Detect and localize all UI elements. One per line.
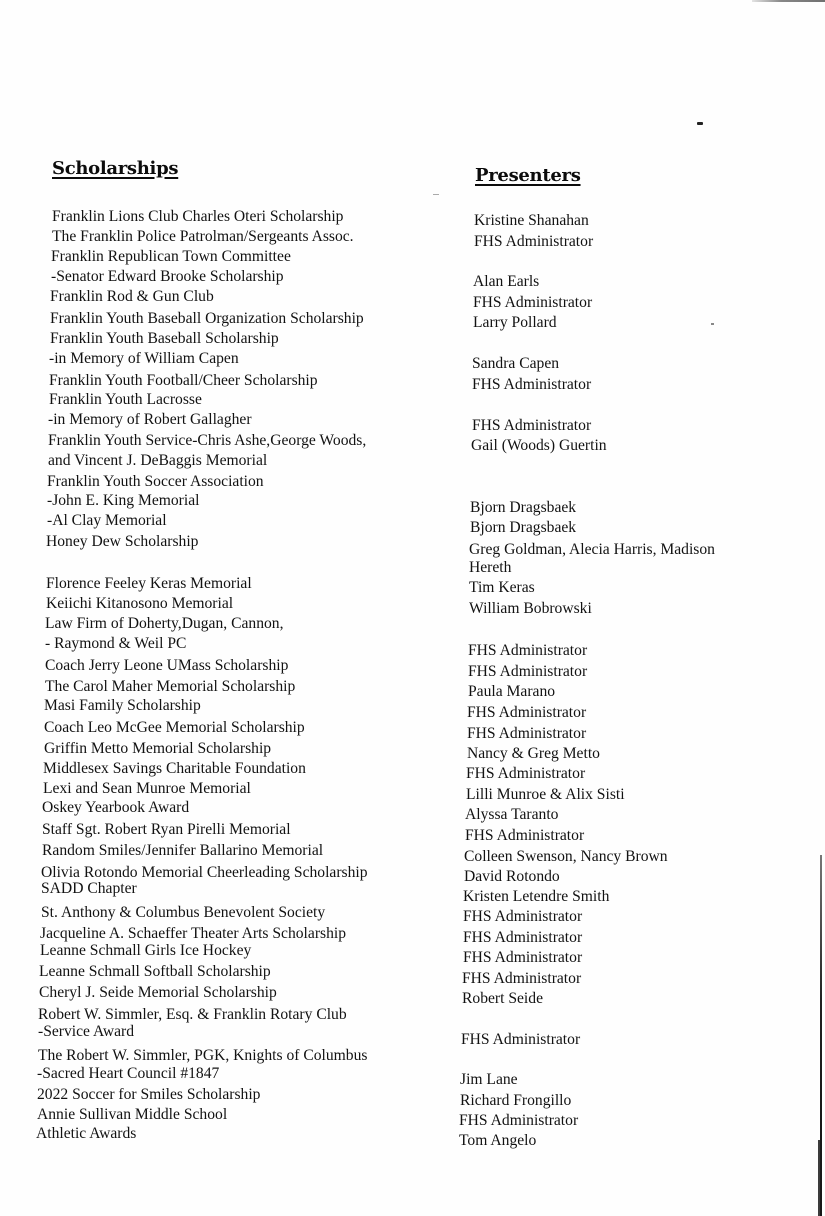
presenter-item: Tom Angelo [459, 1132, 537, 1149]
scholarships-heading: Scholarships [52, 158, 179, 179]
presenters-heading: Presenters [475, 165, 581, 186]
presenter-item: Lilli Munroe & Alix Sisti [466, 786, 625, 803]
presenter-item: FHS Administrator [472, 417, 592, 434]
scholarship-item: Honey Dew Scholarship [46, 533, 199, 550]
presenter-item: Kristine Shanahan [474, 212, 589, 229]
presenter-item: Kristen Letendre Smith [463, 888, 610, 905]
presenter-item: William Bobrowski [469, 600, 592, 617]
scholarship-item: St. Anthony & Columbus Benevolent Society [41, 904, 326, 921]
presenter-item: Jim Lane [460, 1071, 518, 1088]
presenter-item: Alyssa Taranto [465, 806, 559, 823]
presenter-item: FHS Administrator [474, 233, 594, 250]
presenter-item: FHS Administrator [463, 949, 583, 966]
presenter-item: Larry Pollard [473, 314, 557, 331]
scholarship-item: Franklin Youth Service-Chris Ashe,George Woods, [48, 432, 367, 449]
scholarship-item: Franklin Youth Football/Cheer Scholarship [49, 372, 318, 389]
scholarship-item: SADD Chapter [41, 880, 137, 897]
scholarship-item: The Robert W. Simmler, PGK, Knights of Columbus [38, 1047, 368, 1064]
scholarship-item: -Sacred Heart Council #1847 [37, 1065, 220, 1082]
scholarship-item: Staff Sgt. Robert Ryan Pirelli Memorial [42, 821, 291, 838]
presenter-item: Hereth [469, 559, 512, 576]
scholarship-item: - Raymond & Weil PC [45, 635, 187, 652]
presenter-item: FHS Administrator [463, 908, 583, 925]
scholarship-item: Leanne Schmall Softball Scholarship [39, 963, 271, 980]
presenter-item: FHS Administrator [461, 1031, 581, 1048]
scholarship-item: -Senator Edward Brooke Scholarship [51, 268, 284, 285]
scholarship-item: Franklin Republican Town Committee [51, 248, 291, 265]
presenter-item: FHS Administrator [467, 704, 587, 721]
scan-artifact-right-edge-shadow [818, 1140, 822, 1216]
scholarship-item: Leanne Schmall Girls Ice Hockey [40, 942, 252, 959]
scholarship-item: Masi Family Scholarship [44, 697, 201, 714]
presenter-item: FHS Administrator [459, 1112, 579, 1129]
presenter-item: Bjorn Dragsbaek [470, 519, 577, 536]
scholarship-item: Franklin Youth Baseball Organization Scholarship [50, 310, 364, 327]
scholarship-item: -Service Award [38, 1023, 134, 1040]
presenter-item: Robert Seide [462, 990, 543, 1007]
presenter-item: FHS Administrator [465, 827, 585, 844]
scholarship-item: Florence Feeley Keras Memorial [46, 575, 252, 592]
scholarship-item: Keiichi Kitanosono Memorial [46, 595, 234, 612]
scholarship-item: The Carol Maher Memorial Scholarship [45, 678, 296, 695]
presenter-item: Sandra Capen [472, 355, 560, 372]
presenter-item: David Rotondo [464, 868, 560, 885]
presenter-item: FHS Administrator [466, 765, 586, 782]
scholarship-item: 2022 Soccer for Smiles Scholarship [37, 1086, 261, 1103]
scholarship-item: Franklin Youth Soccer Association [47, 473, 264, 490]
scholarship-item: The Franklin Police Patrolman/Sergeants Assoc. [52, 228, 354, 245]
scholarship-item: Middlesex Savings Charitable Foundation [43, 760, 306, 777]
scholarship-item: Random Smiles/Jennifer Ballarino Memorial [42, 842, 324, 859]
presenter-item: Greg Goldman, Alecia Harris, Madison [469, 541, 715, 558]
presenter-item: Richard Frongillo [460, 1092, 572, 1109]
presenter-item: Gail (Woods) Guertin [471, 437, 607, 454]
scholarship-item: and Vincent J. DeBaggis Memorial [48, 452, 268, 469]
scholarship-item: Robert W. Simmler, Esq. & Franklin Rotary Club [38, 1006, 347, 1023]
scholarship-item: Cheryl J. Seide Memorial Scholarship [39, 984, 277, 1001]
presenter-item: Nancy & Greg Metto [467, 745, 600, 762]
scholarship-item: Lexi and Sean Munroe Memorial [43, 780, 251, 797]
scholarship-item: Franklin Rod & Gun Club [50, 288, 214, 305]
scholarship-item: Annie Sullivan Middle School [37, 1106, 228, 1123]
scholarship-item: Franklin Lions Club Charles Oteri Scholarship [52, 208, 344, 225]
scholarship-item: -in Memory of William Capen [49, 350, 239, 367]
presenter-item: Bjorn Dragsbaek [470, 499, 577, 516]
scholarship-item: Athletic Awards [36, 1125, 137, 1142]
presenter-item: FHS Administrator [468, 663, 588, 680]
scholarship-item: Coach Leo McGee Memorial Scholarship [44, 719, 305, 736]
scholarship-item: -in Memory of Robert Gallagher [48, 411, 252, 428]
scan-artifact-top-edge [752, 0, 825, 2]
presenter-item: FHS Administrator [472, 376, 592, 393]
scholarship-item: Oskey Yearbook Award [42, 799, 190, 816]
scholarship-item: -John E. King Memorial [47, 492, 200, 509]
scholarship-item: Jacqueline A. Schaeffer Theater Arts Scholarship [40, 925, 347, 942]
presenter-item: FHS Administrator [462, 970, 582, 987]
presenter-item: FHS Administrator [468, 642, 588, 659]
scholarship-item: -Al Clay Memorial [47, 512, 167, 529]
scan-artifact-dash [433, 194, 439, 195]
presenter-item: Colleen Swenson, Nancy Brown [464, 848, 668, 865]
scholarship-item: Griffin Metto Memorial Scholarship [44, 740, 272, 757]
scholarship-item: Olivia Rotondo Memorial Cheerleading Scholarship [41, 864, 368, 881]
scholarship-item: Franklin Youth Baseball Scholarship [50, 330, 279, 347]
scan-artifact-speck [697, 122, 703, 125]
scan-artifact-speck [711, 323, 714, 325]
scholarship-item: Franklin Youth Lacrosse [49, 391, 202, 408]
scholarship-item: Law Firm of Doherty,Dugan, Cannon, [45, 615, 284, 632]
presenter-item: FHS Administrator [463, 929, 583, 946]
presenter-item: Paula Marano [468, 683, 556, 700]
scholarship-item: Coach Jerry Leone UMass Scholarship [45, 657, 289, 674]
presenter-item: FHS Administrator [473, 294, 593, 311]
presenter-item: FHS Administrator [467, 725, 587, 742]
presenter-item: Alan Earls [473, 273, 540, 290]
presenter-item: Tim Keras [469, 579, 535, 596]
